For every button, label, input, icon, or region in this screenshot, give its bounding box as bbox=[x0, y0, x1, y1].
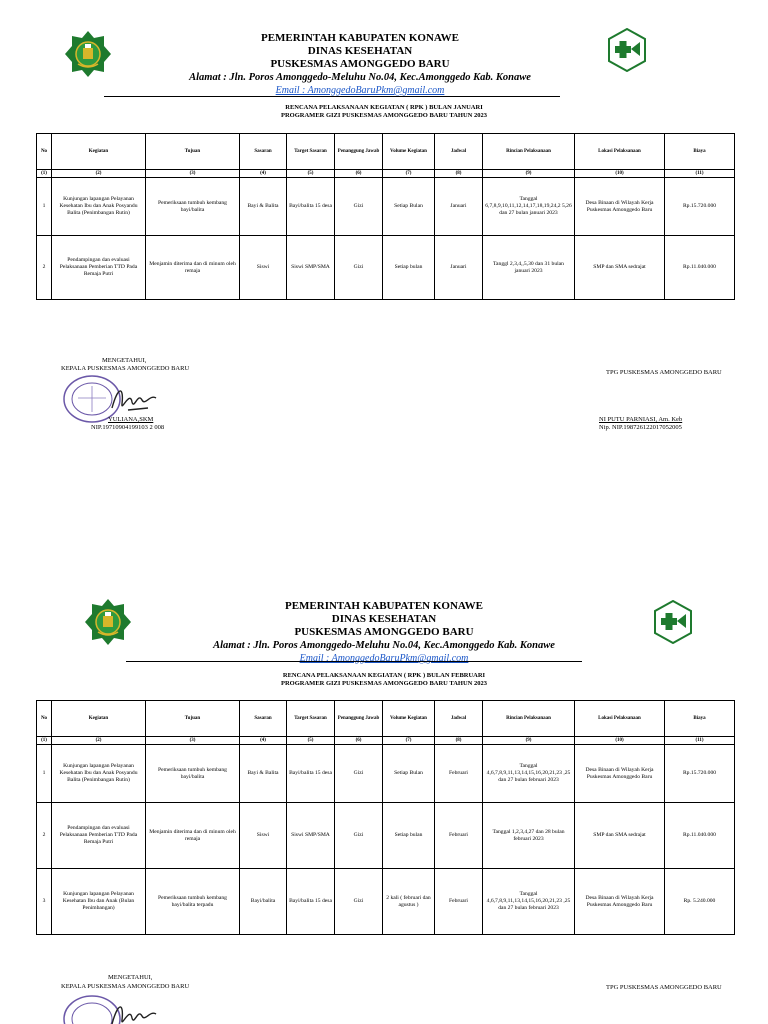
cell-volume: Setiap Bulan bbox=[383, 745, 435, 803]
col-jadwal: Jadwal bbox=[435, 134, 483, 170]
header-divider bbox=[104, 96, 560, 97]
col-rincian: Rincian Pelaksanaan bbox=[483, 134, 575, 170]
cell-pj: Gizi bbox=[335, 869, 383, 935]
cell-lokasi: SMP dan SMA sedrajat bbox=[575, 236, 665, 300]
signature-scribble-icon bbox=[108, 382, 160, 414]
cell-target: Bayi/balita 15 desa bbox=[287, 178, 335, 236]
email-link[interactable]: Email : AmonggedoBaruPkm@gmail.com bbox=[299, 653, 469, 664]
cell-rincian: Tanggal 4,6,7,8,9,11,13,14,15,16,20,21,23 ,25 dan 27 bulan februari 2023 bbox=[483, 745, 575, 803]
cell-volume: 2 kali ( februari dan agustus ) bbox=[383, 869, 435, 935]
col-volume: Volume Kegiatan bbox=[383, 134, 435, 170]
cell-volume: Setiap Bulan bbox=[383, 178, 435, 236]
konawe-regency-emblem-icon bbox=[64, 30, 112, 78]
table-row bbox=[37, 803, 735, 869]
cell-target: Siswi SMP/SMA bbox=[287, 236, 335, 300]
cell-rincian: Tanggal 6,7,8,9,10,11,12,14,17,18,19,24,2 5,26 dan 27 bulan januari 2023 bbox=[483, 178, 575, 236]
cell-sasaran: Siswi bbox=[240, 803, 287, 869]
cell-pj: Gizi bbox=[335, 745, 383, 803]
konawe-regency-emblem-icon bbox=[84, 598, 132, 646]
col-volume: Volume Kegiatan bbox=[383, 701, 435, 737]
table-row bbox=[37, 236, 735, 300]
col-sasaran: Sasaran bbox=[240, 134, 287, 170]
colnum: (7) bbox=[383, 170, 435, 178]
activity-table bbox=[36, 133, 735, 300]
cell-biaya: Rp. 5.240.000 bbox=[665, 869, 735, 935]
colnum: (11) bbox=[665, 170, 735, 178]
address-line: Alamat : Jln. Poros Amonggedo-Meluhu No.04, Kec.Amonggedo Kab. Konawe bbox=[189, 72, 531, 83]
sig-kepala-name: YULIANA,SKM bbox=[108, 416, 154, 423]
signature-scribble-icon bbox=[108, 998, 160, 1024]
cell-target: Bayi/balita 15 desa bbox=[287, 745, 335, 803]
colnum: (5) bbox=[287, 737, 335, 745]
cell-no: 2 bbox=[37, 236, 52, 300]
cell-rincian: Tanggl 2,3,4,,5,30 dan 31 bulan januari 2023 bbox=[483, 236, 575, 300]
column-number-row bbox=[37, 737, 735, 745]
puskesmas-cross-icon bbox=[651, 600, 695, 644]
col-tujuan: Tujuan bbox=[146, 134, 240, 170]
government-name: PEMERINTAH KABUPATEN KONAWE bbox=[284, 600, 483, 612]
cell-jadwal: Februari bbox=[435, 869, 483, 935]
cell-jadwal: Februari bbox=[435, 803, 483, 869]
colnum: (9) bbox=[483, 737, 575, 745]
cell-kegiatan: Kunjungan lapangan Pelayanan Kesehatan Ibu dan Anak (Bulan Penimbangan) bbox=[52, 869, 146, 935]
cell-rincian: Tanggal 1,2,3,4,27 dan 28 bulan februari 2023 bbox=[483, 803, 575, 869]
colnum: (10) bbox=[575, 737, 665, 745]
sig-mengetahui: MENGETAHUI, bbox=[102, 357, 147, 364]
col-target: Target Sasaran bbox=[287, 134, 335, 170]
sig-tpg-name: NI PUTU PARNIASI, Am. Keb bbox=[599, 416, 683, 423]
sig-tpg-title: TPG PUSKESMAS AMONGGEDO BARU bbox=[606, 984, 722, 991]
cell-biaya: Rp.15.720.000 bbox=[665, 745, 735, 803]
cell-no: 3 bbox=[37, 869, 52, 935]
sig-mengetahui: MENGETAHUI, bbox=[108, 974, 153, 981]
colnum: (4) bbox=[240, 170, 287, 178]
letterhead bbox=[160, 32, 560, 97]
institution-name: PUSKESMAS AMONGGEDO BARU bbox=[270, 58, 450, 70]
colnum: (2) bbox=[52, 170, 146, 178]
colnum: (1) bbox=[37, 170, 52, 178]
report-title-line2: PROGRAMER GIZI PUSKESMAS AMONGGEDO BARU TAHUN 2023 bbox=[281, 112, 487, 119]
cell-jadwal: Februari bbox=[435, 745, 483, 803]
header-divider bbox=[126, 661, 582, 662]
report-title-line2: PROGRAMER GIZI PUSKESMAS AMONGGEDO BARU TAHUN 2023 bbox=[281, 680, 487, 687]
cell-sasaran: Bayi & Balita bbox=[240, 745, 287, 803]
cell-jadwal: Januari bbox=[435, 236, 483, 300]
cell-biaya: Rp.11.040.000 bbox=[665, 236, 735, 300]
cell-lokasi: Desa Binaan di Wilayah Kerja Puskesmas Amonggedo Baru bbox=[575, 178, 665, 236]
table-row bbox=[37, 745, 735, 803]
col-sasaran: Sasaran bbox=[240, 701, 287, 737]
cell-lokasi: Desa Binaan di Wilayah Kerja Puskesmas Amonggedo Baru bbox=[575, 745, 665, 803]
colnum: (10) bbox=[575, 170, 665, 178]
cell-target: Bayi/balita 15 desa bbox=[287, 869, 335, 935]
colnum: (6) bbox=[335, 170, 383, 178]
col-tujuan: Tujuan bbox=[146, 701, 240, 737]
cell-tujuan: Pemeriksaan tumbuh kembang bayi/balita terpadu bbox=[146, 869, 240, 935]
col-no: No bbox=[37, 134, 52, 170]
activity-table bbox=[36, 700, 735, 935]
cell-kegiatan: Kunjungan lapangan Pelayanan Kesehatan Ibu dan Anak Posyandu Balita (Penimbangan Rutin) bbox=[52, 745, 146, 803]
table-header-row bbox=[37, 701, 735, 737]
col-pj: Penanggung Jawab bbox=[335, 134, 383, 170]
cell-lokasi: Desa Binaan di Wilayah Kerja Puskesmas Amonggedo Baru bbox=[575, 869, 665, 935]
report-title bbox=[160, 672, 608, 688]
letterhead bbox=[184, 600, 584, 665]
cell-no: 2 bbox=[37, 803, 52, 869]
address-line: Alamat : Jln. Poros Amonggedo-Meluhu No.04, Kec.Amonggedo Kab. Konawe bbox=[213, 640, 555, 651]
table-row bbox=[37, 869, 735, 935]
agency-name: DINAS KESEHATAN bbox=[331, 613, 437, 625]
government-name: PEMERINTAH KABUPATEN KONAWE bbox=[260, 32, 459, 44]
colnum: (11) bbox=[665, 737, 735, 745]
sig-kepala-nip: NIP.19710904199103 2 008 bbox=[91, 424, 165, 431]
cell-tujuan: Pemeriksaan tumbuh kembang bayi/balita bbox=[146, 745, 240, 803]
colnum: (8) bbox=[435, 737, 483, 745]
table-row bbox=[37, 178, 735, 236]
cell-no: 1 bbox=[37, 745, 52, 803]
cell-biaya: Rp.15.720.000 bbox=[665, 178, 735, 236]
report-title-line1: RENCANA PELAKSANAAN KEGIATAN ( RPK ) BULAN FEBRUARI bbox=[282, 672, 486, 679]
col-lokasi: Lokasi Pelaksanaan bbox=[575, 134, 665, 170]
colnum: (9) bbox=[483, 170, 575, 178]
cell-kegiatan: Pendampingan dan evaluasi Pelaksanaan Pemberian TTD Pada Remaja Putri bbox=[52, 236, 146, 300]
institution-name: PUSKESMAS AMONGGEDO BARU bbox=[294, 626, 474, 638]
cell-sasaran: Siswi bbox=[240, 236, 287, 300]
cell-pj: Gizi bbox=[335, 803, 383, 869]
cell-sasaran: Bayi & Balita bbox=[240, 178, 287, 236]
col-biaya: Biaya bbox=[665, 701, 735, 737]
cell-kegiatan: Pendampingan dan evaluasi Pelaksanaan Pemberian TTD Pada Remaja Putri bbox=[52, 803, 146, 869]
cell-sasaran: Bayi/balita bbox=[240, 869, 287, 935]
cell-lokasi: SMP dan SMA sedrajat bbox=[575, 803, 665, 869]
column-number-row bbox=[37, 170, 735, 178]
report-title-line1: RENCANA PELAKSANAAN KEGIATAN ( RPK ) BULAN JANUARI bbox=[285, 104, 483, 111]
col-jadwal: Jadwal bbox=[435, 701, 483, 737]
colnum: (6) bbox=[335, 737, 383, 745]
colnum: (7) bbox=[383, 737, 435, 745]
col-pj: Penanggung Jawab bbox=[335, 701, 383, 737]
col-target: Target Sasaran bbox=[287, 701, 335, 737]
cell-kegiatan: Kunjungan lapangan Pelayanan Kesehatan Ibu dan Anak Posyandu Balita (Penimbangan Rutin) bbox=[52, 178, 146, 236]
cell-tujuan: Pemeriksaan tumbuh kembang bayi/balita bbox=[146, 178, 240, 236]
cell-tujuan: Menjamin diterima dan di minum oleh remaja bbox=[146, 803, 240, 869]
sig-tpg-title: TPG PUSKESMAS AMONGGEDO BARU bbox=[606, 369, 722, 376]
col-lokasi: Lokasi Pelaksanaan bbox=[575, 701, 665, 737]
cell-volume: Setiap bulan bbox=[383, 803, 435, 869]
colnum: (3) bbox=[146, 170, 240, 178]
col-kegiatan: Kegiatan bbox=[52, 701, 146, 737]
col-no: No bbox=[37, 701, 52, 737]
cell-no: 1 bbox=[37, 178, 52, 236]
cell-rincian: Tanggal 4,6,7,8,9,11,13,14,15,16,20,21,23 ,25 dan 27 bulan februari 2023 bbox=[483, 869, 575, 935]
cell-jadwal: Januari bbox=[435, 178, 483, 236]
puskesmas-cross-icon bbox=[605, 28, 649, 72]
cell-pj: Gizi bbox=[335, 178, 383, 236]
sig-kepala-title: KEPALA PUSKESMAS AMONGGEDO BARU bbox=[61, 983, 190, 990]
email-link[interactable]: Email : AmonggedoBaruPkm@gmail.com bbox=[275, 85, 445, 96]
colnum: (8) bbox=[435, 170, 483, 178]
cell-target: Siswi SMP/SMA bbox=[287, 803, 335, 869]
cell-volume: Setiap bulan bbox=[383, 236, 435, 300]
col-biaya: Biaya bbox=[665, 134, 735, 170]
colnum: (5) bbox=[287, 170, 335, 178]
report-title bbox=[160, 104, 608, 120]
colnum: (2) bbox=[52, 737, 146, 745]
table-header-row bbox=[37, 134, 735, 170]
sig-kepala-title: KEPALA PUSKESMAS AMONGGEDO BARU bbox=[61, 365, 190, 372]
col-kegiatan: Kegiatan bbox=[52, 134, 146, 170]
agency-name: DINAS KESEHATAN bbox=[307, 45, 413, 57]
cell-tujuan: Menjamin diterima dan di minum oleh remaja bbox=[146, 236, 240, 300]
colnum: (1) bbox=[37, 737, 52, 745]
sig-tpg-nip: Nip. NIP.198726122017052005 bbox=[599, 424, 682, 431]
colnum: (3) bbox=[146, 737, 240, 745]
colnum: (4) bbox=[240, 737, 287, 745]
cell-pj: Gizi bbox=[335, 236, 383, 300]
col-rincian: Rincian Pelaksanaan bbox=[483, 701, 575, 737]
cell-biaya: Rp.11.040.000 bbox=[665, 803, 735, 869]
